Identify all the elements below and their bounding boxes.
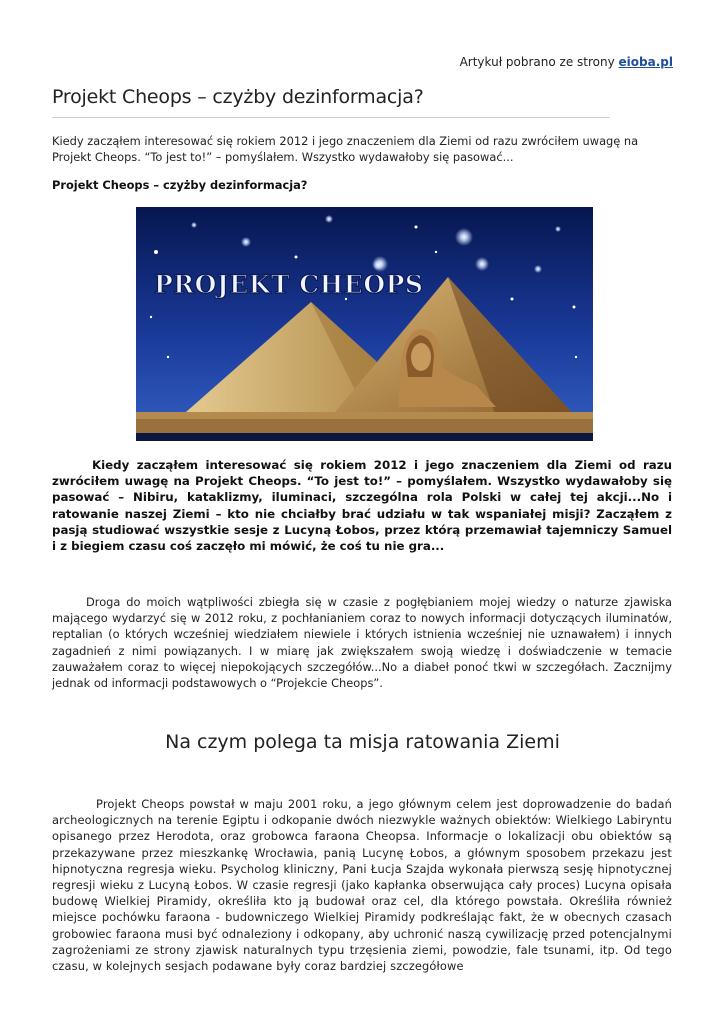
source-link[interactable]: eioba.pl [618, 55, 673, 69]
star-icon [150, 316, 152, 318]
star-icon [191, 222, 197, 228]
star-icon [325, 215, 333, 223]
article-intro: Kiedy zacząłem interesować się rokiem 2012 i jego znaczeniem dla Ziemi od razu zwróciłem uwagę na Projekt Cheops. “To jest to!” – pomyślałem. Wszystko wydawałoby się pasować... [52, 134, 639, 164]
star-icon [534, 265, 542, 273]
body-paragraph-1-text: Droga do moich wątpliwości zbiegła się w czasie z pogłębianiem mojej wiedzy o naturze zjawiska mającego wydarzyć się w 2012 roku, z pochłanianiem coraz to nowych informacji dotyczących iluminatów, reptalian (o których wcześniej wiedziałem niewiele i których istnienia wcześniej nie uznawałem) i innych zagadnień z nimi powiązanych. I w miarę jak zwiększałem swoją wiedzę i doświadczenie w temacie zauważałem coraz to więcej niepokojących szczegółów...No a diabeł ponoć tkwi w szczegółach. Zacznijmy jednak od informacji podstawowych o “Projekcie Cheops”. [52, 595, 672, 691]
star-icon [511, 298, 514, 301]
star-icon [573, 306, 576, 309]
star-icon [167, 356, 169, 358]
star-icon [373, 260, 383, 270]
article-title: Projekt Cheops – czyżby dezinformacja? [52, 86, 424, 108]
star-icon [475, 257, 489, 271]
title-divider [52, 117, 610, 118]
star-icon [555, 226, 561, 232]
body-paragraph-2 [52, 796, 672, 974]
star-icon [154, 250, 158, 254]
lead-paragraph-text: Kiedy zacząłem interesować się rokiem 2012 i jego znaczeniem dla Ziemi od razu zwróciłem uwagę na Projekt Cheops. “To jest to!” – pomyślałem. Wszystko wydawałoby się pasować – Nibiru, kataklizmy, iluminaci, szczególna rola Polski w całej tej akcji...No i ratowanie naszej Ziemi – kto nie chciałby brać udziału w tak wspaniałej misji? Zacząłem z pasją studiować wszystkie sesje z Lucyną Łobos, przez którą przemawiał tajemniczy Samuel i z biegiem czasu coś zaczęło mi mówić, że coś tu nie gra... [52, 458, 672, 554]
section-heading: Na czym polega ta misja ratowania Ziemi [165, 731, 560, 753]
source-attribution [460, 55, 673, 69]
star-icon [455, 228, 473, 246]
article-subheading: Projekt Cheops – czyżby dezinformacja? [52, 178, 308, 192]
source-prefix: Artykuł pobrano ze strony [459, 55, 615, 69]
star-icon [415, 226, 418, 229]
lead-paragraph [52, 457, 672, 554]
star-icon [241, 237, 251, 247]
star-icon [295, 256, 298, 259]
image-logo-text: PROJEKT CHEOPS [154, 270, 424, 299]
article-hero-image [136, 207, 593, 441]
body-paragraph-2-text: Projekt Cheops powstał w maju 2001 roku, a jego głównym celem jest doprowadzenie do badań archeologicznych na terenie Egiptu i odkopanie dwóch niezwykle ważnych obiektów: Wielkiego Labiryntu opisanego przez Herodota, oraz grobowca faraona Cheopsa. Informacje o lokalizacji obu obiektów są przekazywane przez mieszkankę Wrocławia, panią Lucynę Łobos, a głównym sposobem przekazu jest hipnotyczna regresja wieku. Psycholog kliniczny, Pani Łucja Szajda wykonała pierwszą sesję hipnotycznej regresji wieku z Lucyną Łobos. W czasie regresji (jako kapłanka obserwująca cały proces) Lucyna opisała budowę Wielkiej Piramidy, określiła kto ją budował oraz cel, dla którego powstała. Określiła również miejsce pochówku faraona - budowniczego Wielkiej Piramidy podkreślając fakt, że w obecnych czasach grobowiec faraona musi być odnaleziony i odkopany, aby uchronić naszą cywilizację przed potencjalnymi zagrożeniami ze strony zjawisk naturalnych typu trzęsienia ziemi, powodzie, fale tsunami, itp. Od tego czasu, w kolejnych sesjach podawane były coraz bardziej szczegółowe [52, 797, 672, 974]
body-paragraph-1 [52, 594, 672, 691]
star-icon [435, 251, 437, 253]
star-icon [575, 356, 577, 358]
